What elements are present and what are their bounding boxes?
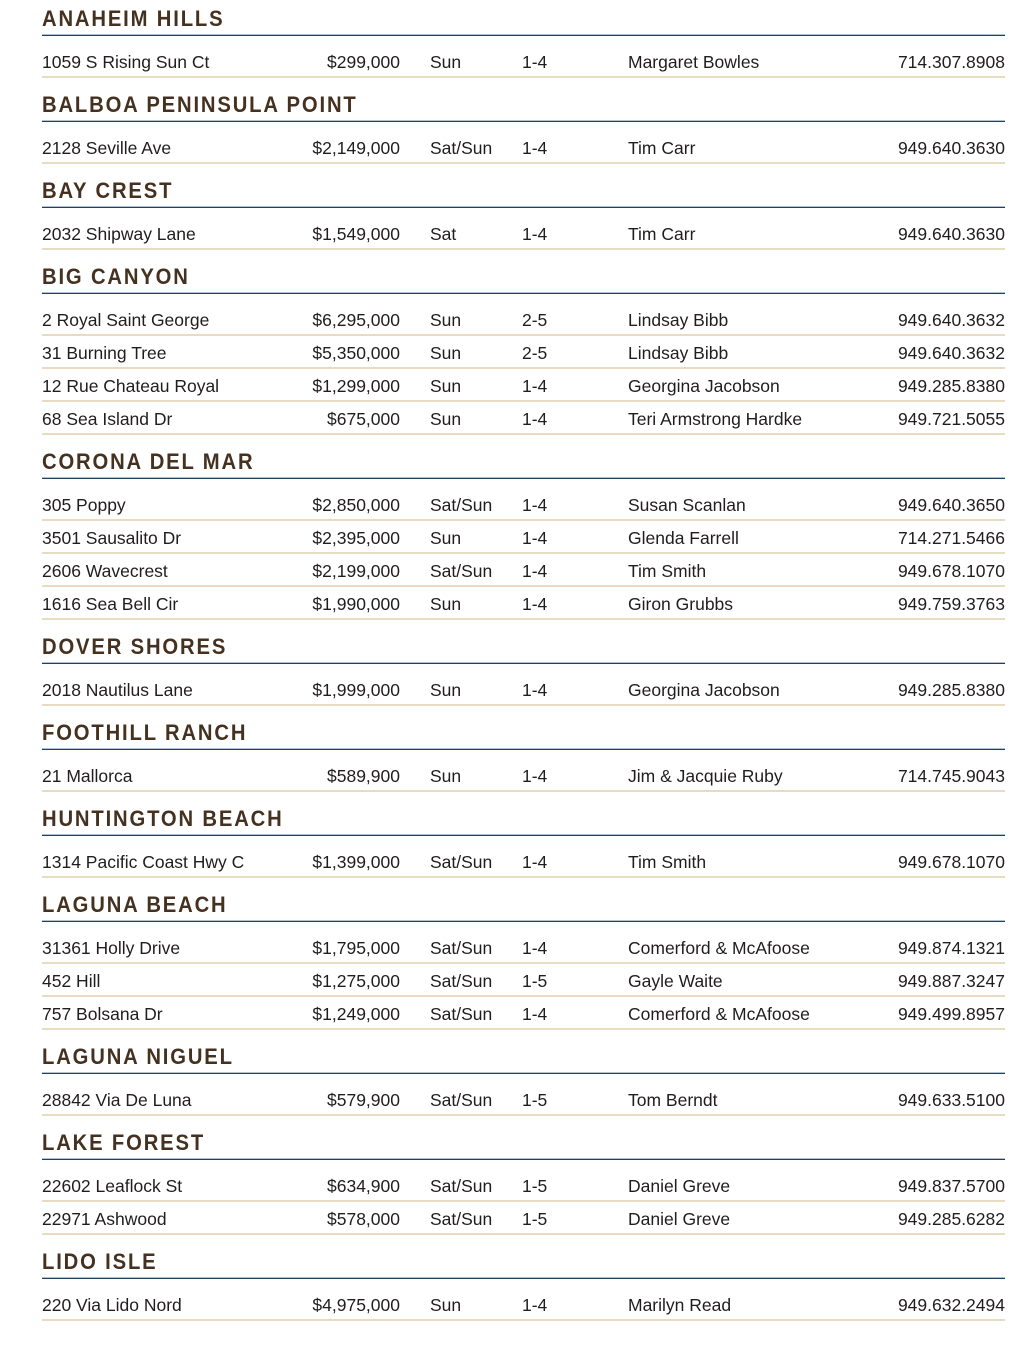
open-house-days: Sun [430,376,462,396]
agent-name: Tim Carr [628,138,696,158]
open-house-days: Sat/Sun [430,1176,493,1196]
listing-row [42,488,1005,521]
agent-name: Gayle Waite [628,971,723,991]
open-house-hours: 1-4 [522,1295,548,1315]
section-divider-rule [42,34,1005,36]
listing-price: $1,249,000 [312,1004,400,1024]
listing-rows [42,1169,1005,1235]
listing-row [42,1169,1005,1202]
listing-price: $1,299,000 [312,376,400,396]
open-house-hours: 2-5 [522,343,548,363]
listing-row [42,1202,1005,1235]
section-divider-rule [42,1072,1005,1074]
listing-row [42,759,1005,792]
agent-phone: 949.640.3650 [897,495,1005,515]
neighborhood-title: LIDO ISLE [42,1249,158,1274]
section-divider-rule [42,834,1005,836]
open-house-days: Sat [430,224,457,244]
listing-price: $2,850,000 [312,495,400,515]
listing-price: $1,275,000 [312,971,400,991]
neighborhood-title: LAKE FOREST [42,1130,206,1155]
open-house-hours: 1-5 [522,1090,548,1110]
neighborhood-section [42,894,1005,1030]
agent-name: Teri Armstrong Hardke [628,409,803,429]
open-house-hours: 1-4 [522,52,548,72]
listing-row [42,1288,1005,1321]
neighborhood-section [42,8,1005,78]
listing-price: $634,900 [327,1176,400,1196]
listing-rows [42,1083,1005,1116]
listing-row [42,673,1005,706]
open-house-days: Sat/Sun [430,1090,493,1110]
listing-price: $579,900 [327,1090,400,1110]
open-house-hours: 1-4 [522,1004,548,1024]
neighborhood-title: LAGUNA BEACH [42,892,228,917]
agent-phone: 949.721.5055 [897,409,1005,429]
listing-rows [42,303,1005,435]
neighborhood-section [42,636,1005,706]
listing-rows [42,217,1005,250]
listing-address: 2 Royal Saint George [42,310,210,330]
agent-phone: 949.640.3630 [897,138,1005,158]
open-house-days: Sat/Sun [430,495,493,515]
listing-rows [42,931,1005,1030]
listing-row [42,554,1005,587]
open-house-hours: 1-4 [522,409,548,429]
agent-phone: 949.874.1321 [897,938,1005,958]
open-house-hours: 1-5 [522,1176,548,1196]
open-house-days: Sat/Sun [430,852,493,872]
listing-address: 31 Burning Tree [42,343,167,363]
section-divider-rule [42,748,1005,750]
listing-address: 31361 Holly Drive [42,938,181,958]
section-divider-rule [42,920,1005,922]
open-house-days: Sun [430,52,462,72]
agent-name: Tom Berndt [628,1090,718,1110]
listing-price: $1,399,000 [312,852,400,872]
agent-phone: 714.307.8908 [897,52,1005,72]
neighborhood-section [42,266,1005,435]
open-house-days: Sat/Sun [430,1004,493,1024]
open-house-days: Sun [430,680,462,700]
listing-address: 220 Via Lido Nord [42,1295,182,1315]
agent-name: Lindsay Bibb [628,343,729,363]
listing-address: 2018 Nautilus Lane [42,680,193,700]
neighborhood-section [42,808,1005,878]
listing-address: 2606 Wavecrest [42,561,168,581]
open-house-days: Sat/Sun [430,1209,493,1229]
listing-row [42,964,1005,997]
agent-name: Tim Smith [628,561,707,581]
neighborhood-title: LAGUNA NIGUEL [42,1044,234,1069]
section-divider-rule [42,662,1005,664]
listing-row [42,1083,1005,1116]
listing-rows [42,488,1005,620]
open-house-days: Sun [430,343,462,363]
open-house-days: Sat/Sun [430,971,493,991]
neighborhood-title: BAY CREST [42,178,174,203]
listing-price: $5,350,000 [312,343,400,363]
open-house-days: Sat/Sun [430,561,493,581]
listing-address: 1314 Pacific Coast Hwy C [42,852,245,872]
listing-price: $1,990,000 [312,594,400,614]
agent-name: Lindsay Bibb [628,310,729,330]
listing-address: 28842 Via De Luna [42,1090,192,1110]
listing-price: $2,199,000 [312,561,400,581]
open-house-hours: 2-5 [522,310,548,330]
open-house-days: Sun [430,594,462,614]
listing-address: 1616 Sea Bell Cir [42,594,179,614]
listing-address: 22971 Ashwood [42,1209,167,1229]
agent-phone: 714.745.9043 [897,766,1005,786]
listing-row [42,131,1005,164]
neighborhood-section [42,1046,1005,1116]
neighborhood-title: DOVER SHORES [42,634,228,659]
neighborhood-title: HUNTINGTON BEACH [42,806,284,831]
section-divider-rule [42,1277,1005,1279]
agent-name: Jim & Jacquie Ruby [628,766,783,786]
listing-rows [42,673,1005,706]
open-house-hours: 1-4 [522,495,548,515]
neighborhood-title: ANAHEIM HILLS [42,6,225,31]
open-house-days: Sat/Sun [430,938,493,958]
agent-name: Georgina Jacobson [628,376,780,396]
open-house-hours: 1-4 [522,680,548,700]
agent-name: Marilyn Read [628,1295,732,1315]
listing-price: $2,395,000 [312,528,400,548]
open-house-days: Sat/Sun [430,138,493,158]
section-divider-rule [42,477,1005,479]
open-house-hours: 1-4 [522,561,548,581]
listing-address: 1059 S Rising Sun Ct [42,52,210,72]
neighborhood-title: BIG CANYON [42,264,190,289]
listing-address: 3501 Sausalito Dr [42,528,182,548]
agent-name: Comerford & McAfoose [628,1004,810,1024]
open-house-hours: 1-4 [522,852,548,872]
agent-phone: 949.633.5100 [897,1090,1005,1110]
open-house-hours: 1-4 [522,138,548,158]
agent-phone: 714.271.5466 [897,528,1005,548]
neighborhood-section [42,451,1005,620]
open-house-days: Sun [430,1295,462,1315]
open-house-hours: 1-4 [522,376,548,396]
section-divider-rule [42,206,1005,208]
listing-row [42,587,1005,620]
listing-rows [42,845,1005,878]
agent-name: Daniel Greve [628,1176,731,1196]
listing-row [42,217,1005,250]
agent-phone: 949.640.3630 [897,224,1005,244]
listing-address: 2032 Shipway Lane [42,224,196,244]
open-house-days: Sun [430,528,462,548]
listing-address: 12 Rue Chateau Royal [42,376,220,396]
agent-name: Comerford & McAfoose [628,938,810,958]
open-house-hours: 1-4 [522,594,548,614]
neighborhood-section [42,1132,1005,1235]
agent-phone: 949.887.3247 [897,971,1005,991]
listing-rows [42,759,1005,792]
listing-rows [42,45,1005,78]
listing-price: $589,900 [327,766,400,786]
section-divider-rule [42,292,1005,294]
listing-row [42,845,1005,878]
listing-price: $1,549,000 [312,224,400,244]
agent-phone: 949.640.3632 [897,310,1005,330]
listing-address: 22602 Leaflock St [42,1176,183,1196]
agent-phone: 949.837.5700 [897,1176,1005,1196]
agent-phone: 949.285.8380 [897,376,1005,396]
agent-name: Giron Grubbs [628,594,734,614]
listing-address: 757 Bolsana Dr [42,1004,163,1024]
agent-phone: 949.285.8380 [897,680,1005,700]
listing-price: $4,975,000 [312,1295,400,1315]
agent-phone: 949.632.2494 [897,1295,1005,1315]
neighborhood-title: FOOTHILL RANCH [42,720,248,745]
listing-address: 68 Sea Island Dr [42,409,173,429]
listing-address: 452 Hill [42,971,101,991]
agent-name: Tim Carr [628,224,696,244]
agent-phone: 949.640.3632 [897,343,1005,363]
agent-name: Georgina Jacobson [628,680,780,700]
listing-price: $1,795,000 [312,938,400,958]
agent-phone: 949.285.6282 [897,1209,1005,1229]
open-house-hours: 1-4 [522,766,548,786]
agent-phone: 949.759.3763 [897,594,1005,614]
agent-name: Susan Scanlan [628,495,746,515]
listing-row [42,45,1005,78]
agent-phone: 949.678.1070 [897,561,1005,581]
listing-rows [42,1288,1005,1321]
listing-address: 305 Poppy [42,495,126,515]
open-house-days: Sun [430,409,462,429]
listing-address: 2128 Seville Ave [42,138,172,158]
neighborhood-title: CORONA DEL MAR [42,449,255,474]
listing-row [42,521,1005,554]
listing-row [42,336,1005,369]
agent-name: Margaret Bowles [628,52,760,72]
listing-price: $299,000 [327,52,400,72]
listing-row [42,303,1005,336]
agent-name: Glenda Farrell [628,528,739,548]
open-house-hours: 1-4 [522,224,548,244]
listing-price: $675,000 [327,409,400,429]
section-divider-rule [42,120,1005,122]
open-house-hours: 1-5 [522,1209,548,1229]
agent-phone: 949.678.1070 [897,852,1005,872]
agent-name: Daniel Greve [628,1209,731,1229]
open-house-hours: 1-4 [522,938,548,958]
neighborhood-section [42,94,1005,164]
neighborhood-section [42,722,1005,792]
listing-row [42,369,1005,402]
agent-phone: 949.499.8957 [897,1004,1005,1024]
open-house-hours: 1-4 [522,528,548,548]
listing-price: $578,000 [327,1209,400,1229]
listing-row [42,931,1005,964]
listing-address: 21 Mallorca [42,766,133,786]
listing-rows [42,131,1005,164]
open-house-hours: 1-5 [522,971,548,991]
listing-price: $2,149,000 [312,138,400,158]
listing-row [42,997,1005,1030]
listing-price: $1,999,000 [312,680,400,700]
neighborhood-section [42,180,1005,250]
listing-row [42,402,1005,435]
neighborhood-title: BALBOA PENINSULA POINT [42,92,358,117]
agent-name: Tim Smith [628,852,707,872]
section-divider-rule [42,1158,1005,1160]
open-house-days: Sun [430,310,462,330]
open-house-days: Sun [430,766,462,786]
listing-price: $6,295,000 [312,310,400,330]
neighborhood-section [42,1251,1005,1321]
